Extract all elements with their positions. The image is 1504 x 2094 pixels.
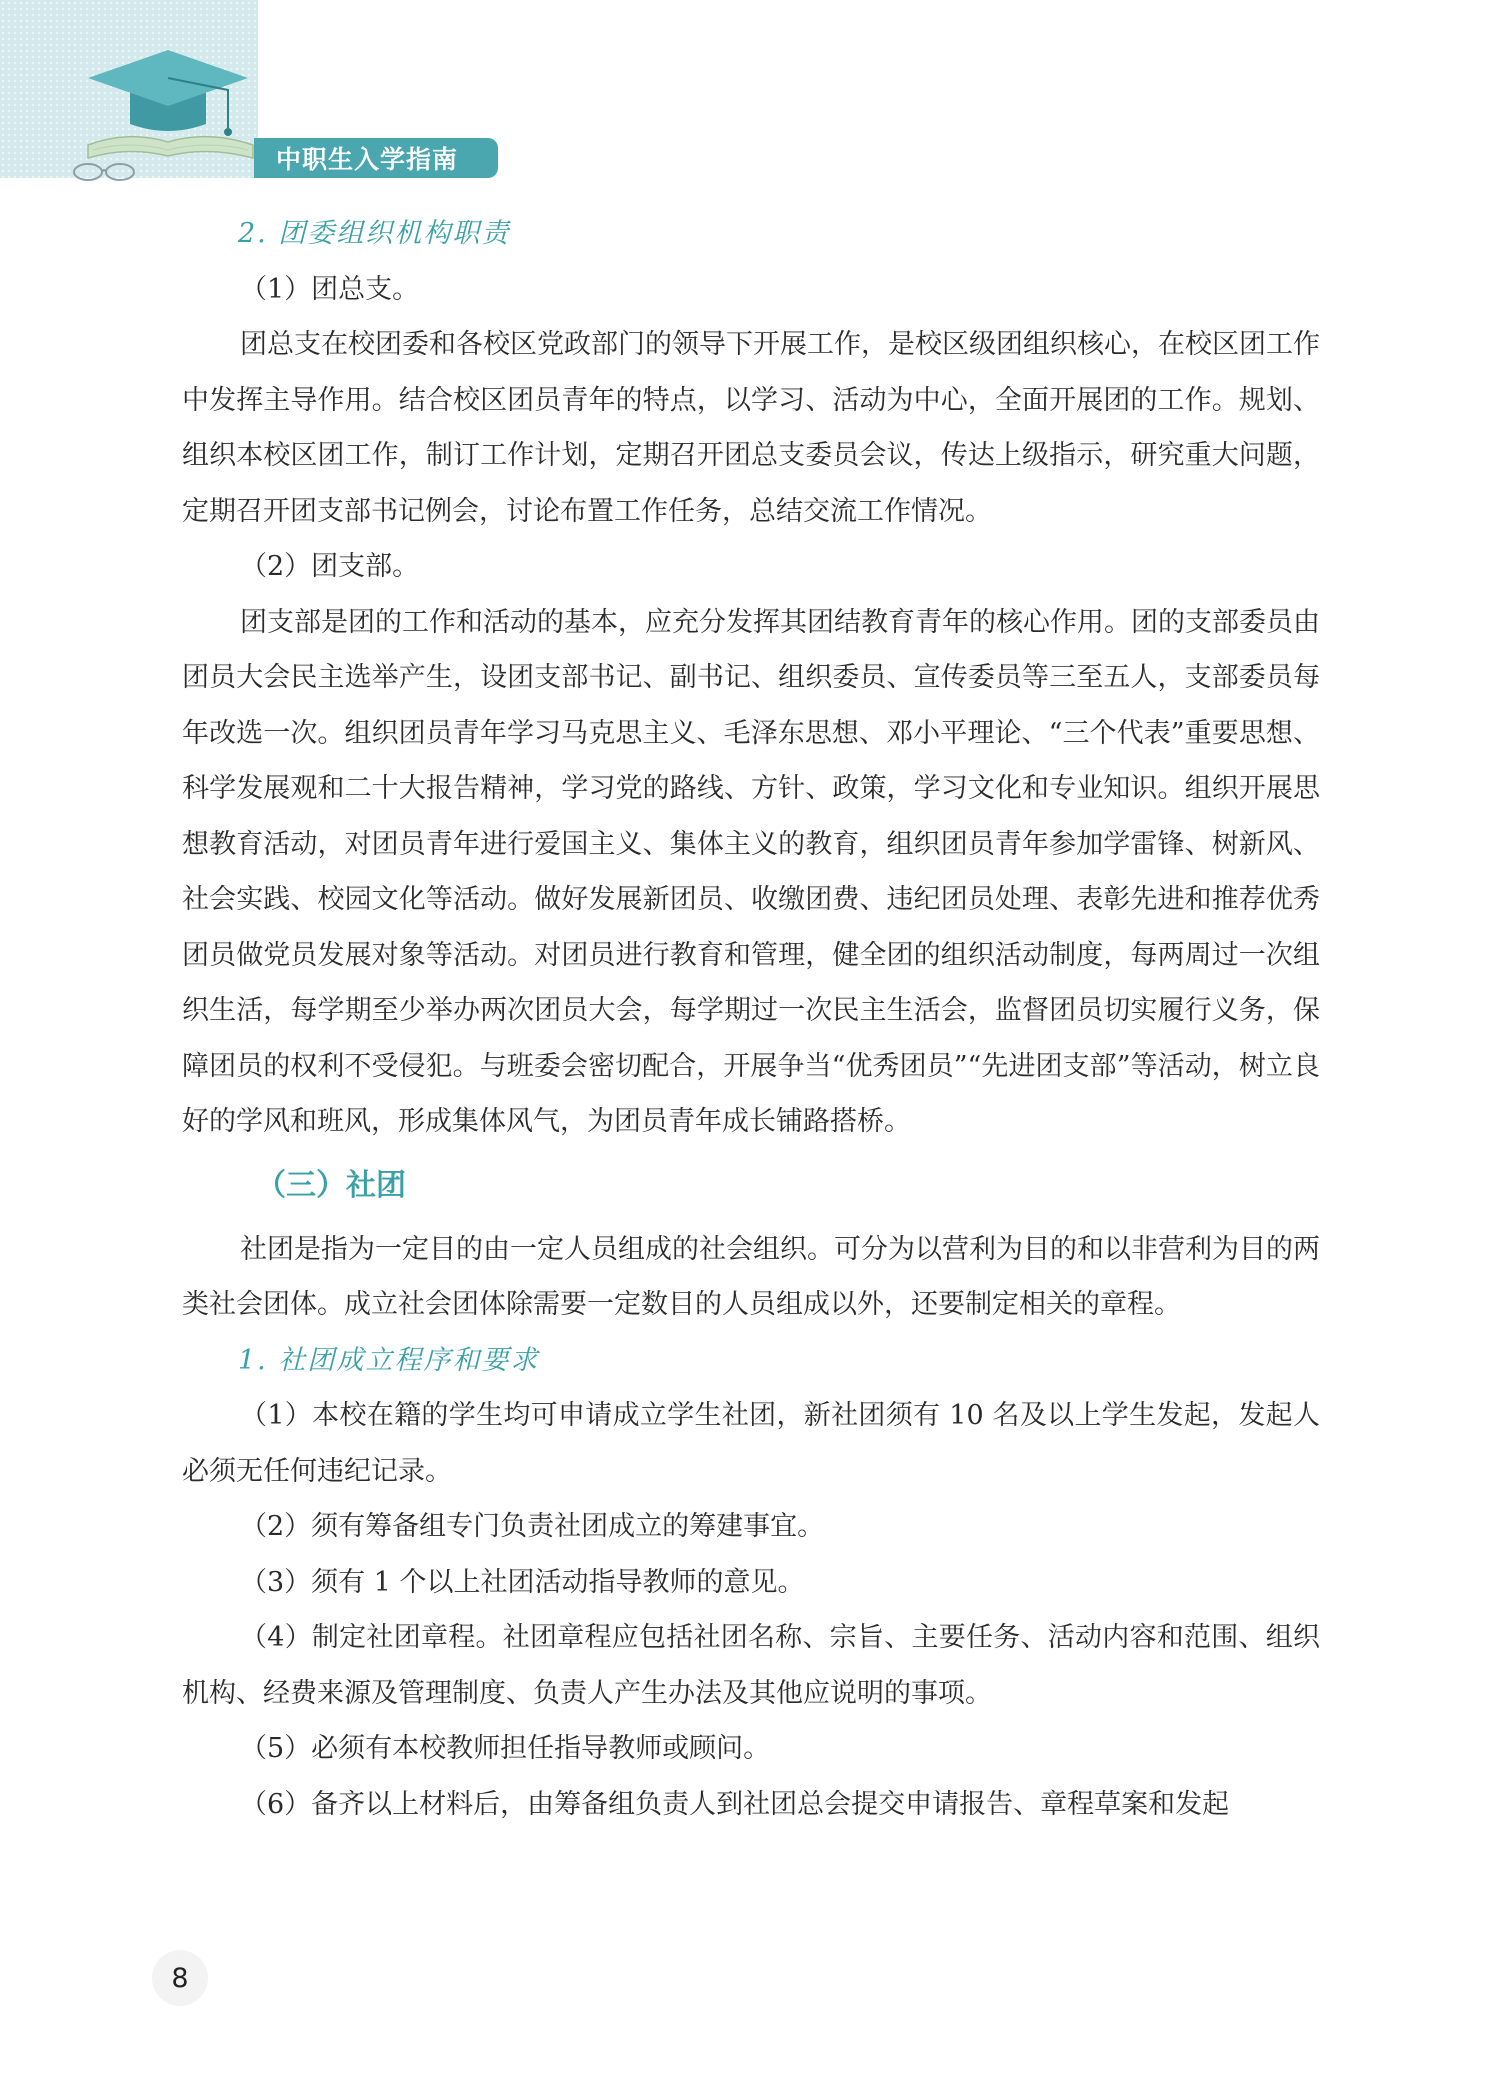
- section-heading: （三）社团: [256, 1167, 406, 1203]
- list-item: （1）本校在籍的学生均可申请成立学生社团，新社团须有 10 名及以上学生发起，发起人必须无任何违纪记录。: [182, 1400, 1320, 1487]
- list-item: （5）必须有本校教师担任指导教师或顾问。: [240, 1733, 771, 1764]
- list-item: （3）须有 1 个以上社团活动指导教师的意见。: [240, 1566, 805, 1598]
- subsection-heading: 2. 团委组织机构职责: [238, 218, 511, 249]
- paragraph: 团总支在校团委和各校区党政部门的领导下开展工作，是校区级团组织核心，在校区团工作中发挥主导作用。结合校区团员青年的特点，以学习、活动为中心，全面开展团的工作。规划、组织本校区团工作，制订工作计划，定期召开团总支委员会议，传达上级指示，研究重大问题，定期召开团支部书记例会，讨论布置工作任务，总结交流工作情况。: [182, 329, 1320, 527]
- book-title: 中职生入学指南: [276, 145, 459, 174]
- subsection-heading: 1. 社团成立程序和要求: [238, 1344, 540, 1376]
- open-book-icon: [88, 137, 253, 158]
- page-content: [182, 206, 1320, 1832]
- page-number: 8: [152, 1950, 208, 2006]
- paragraph: 团支部是团的工作和活动的基本，应充分发挥其团结教育青年的核心作用。团的支部委员由团员大会民主选举产生，设团支部书记、副书记、组织委员、宣传委员等三至五人，支部委员每年改选一次。组织团员青年学习马克思主义、毛泽东思想、邓小平理论、“三个代表”重要思想、科学发展观和二十大报告精神，学习党的路线、方针、政策，学习文化和专业知识。组织开展思想教育活动，对团员青年进行爱国主义、集体主义的教育，组织团员青年参加学雷锋、树新风、社会实践、校园文化等活动。做好发展新团员、收缴团费、违纪团员处理、表彰先进和推荐优秀团员做党员发展对象等活动。对团员进行教育和管理，健全团的组织活动制度，每两周过一次组织生活，每学期至少举办两次团员大会，每学期过一次民主生活会，监督团员切实履行义务，保障团员的权利不受侵犯。与班委会密切配合，开展争当“优秀团员”“先进团支部”等活动，树立良好的学风和班风，形成集体风气，为团员青年成长铺路搭桥。: [182, 606, 1320, 1137]
- list-item: （6）备齐以上材料后，由筹备组负责人到社团总会提交申请报告、章程草案和发起: [240, 1788, 1230, 1820]
- graduation-cap-icon: [68, 50, 268, 190]
- list-item: （2）须有筹备组专门负责社团成立的筹建事宜。: [240, 1511, 825, 1542]
- header-tab: [254, 138, 498, 178]
- paragraph: 社团是指为一定目的由一定人员组成的社会组织。可分为以营利为目的和以非营利为目的两类社会团体。成立社会团体除需要一定数目的人员组成以外，还要制定相关的章程。: [182, 1233, 1320, 1320]
- list-item: （1）团总支。: [240, 273, 420, 305]
- glasses-icon: [74, 164, 134, 180]
- list-item: （4）制定社团章程。社团章程应包括社团名称、宗旨、主要任务、活动内容和范围、组织机构、经费来源及管理制度、负责人产生办法及其他应说明的事项。: [182, 1622, 1320, 1709]
- list-item: （2）团支部。: [240, 551, 420, 582]
